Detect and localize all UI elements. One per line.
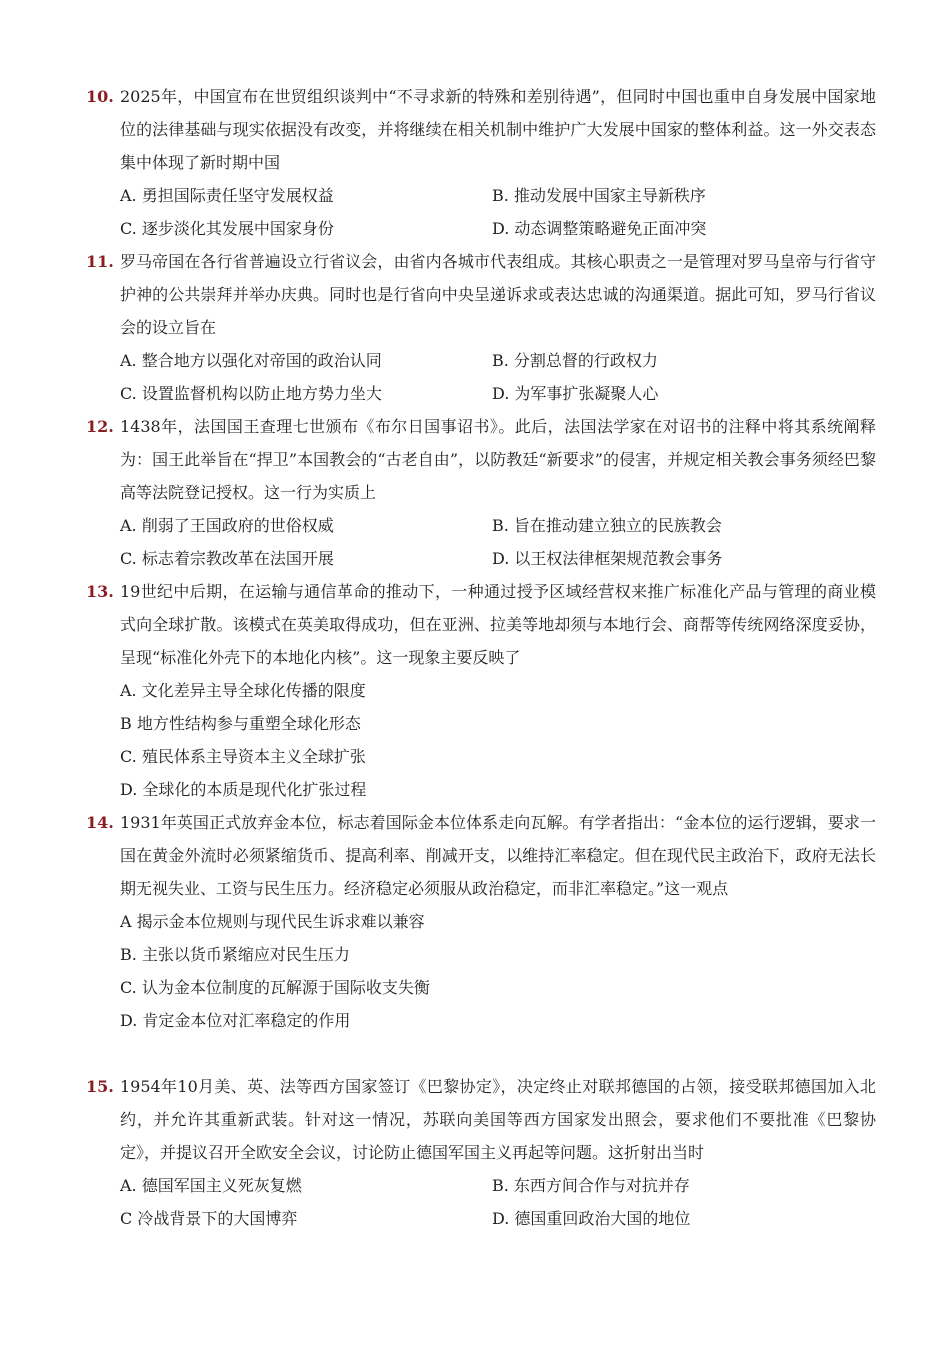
question-11 <box>86 245 876 410</box>
option-b: B 地方性结构参与重塑全球化形态 <box>120 714 361 733</box>
option-a: A. 文化差异主导全球化传播的限度 <box>120 681 366 700</box>
question-10 <box>86 80 876 245</box>
question-number: 13. <box>86 582 114 601</box>
option-b: B. 主张以货币紧缩应对民生压力 <box>120 945 350 964</box>
option-c: C. 殖民体系主导资本主义全球扩张 <box>120 747 366 766</box>
question-stem: 1954年10月美、英、法等西方国家签订《巴黎协定》，决定终止对联邦德国的占领，接受联邦德国加入北约，并允许其重新武装。针对这一情况，苏联向美国等西方国家发出照会，要求他们不要批准《巴黎协定》，并提议召开全欧安全会议，讨论防止德国军国主义再起等问题。这折射出当时 <box>120 1077 876 1162</box>
option-b: B. 推动发展中国家主导新秩序 <box>492 186 706 205</box>
option-d: D. 动态调整策略避免正面冲突 <box>492 219 707 238</box>
options <box>120 674 876 806</box>
option-d: D. 全球化的本质是现代化扩张过程 <box>120 780 367 799</box>
option-d: D. 为军事扩张凝聚人心 <box>492 384 659 403</box>
option-a: A. 整合地方以强化对帝国的政治认同 <box>120 351 382 370</box>
option-d: D. 德国重回政治大国的地位 <box>492 1209 691 1228</box>
options <box>120 905 876 1037</box>
option-b: B. 东西方间合作与对抗并存 <box>492 1176 690 1195</box>
option-d: D. 肯定金本位对汇率稳定的作用 <box>120 1011 351 1030</box>
option-a: A. 勇担国际责任坚守发展权益 <box>120 186 334 205</box>
option-b: B. 旨在推动建立独立的民族教会 <box>492 516 722 535</box>
question-14 <box>86 806 876 1037</box>
question-number: 11. <box>86 252 114 271</box>
option-a: A. 德国军国主义死灰复燃 <box>120 1176 302 1195</box>
question-stem: 罗马帝国在各行省普遍设立行省议会，由省内各城市代表组成。其核心职责之一是管理对罗马皇帝与行省守护神的公共崇拜并举办庆典。同时也是行省向中央呈递诉求或表达忠诚的沟通渠道。据此可知，罗马行省议会的设立旨在 <box>120 252 876 337</box>
options <box>120 509 876 575</box>
options <box>120 179 876 245</box>
option-c: C. 认为金本位制度的瓦解源于国际收支失衡 <box>120 978 430 997</box>
question-stem: 2025年，中国宣布在世贸组织谈判中“不寻求新的特殊和差别待遇”，但同时中国也重申自身发展中国家地位的法律基础与现实依据没有改变，并将继续在相关机制中维护广大发展中国家的整体利益。这一外交表态集中体现了新时期中国 <box>120 87 876 172</box>
question-number: 10. <box>86 87 114 106</box>
option-c: C 冷战背景下的大国博弈 <box>120 1209 298 1228</box>
question-stem: 1931年英国正式放弃金本位，标志着国际金本位体系走向瓦解。有学者指出：“金本位的运行逻辑，要求一国在黄金外流时必须紧缩货币、提高利率、削减开支，以维持汇率稳定。但在现代民主政治下，政府无法长期无视失业、工资与民生压力。经济稳定必须服从政治稳定，而非汇率稳定。”这一观点 <box>120 813 876 898</box>
option-c: C. 设置监督机构以防止地方势力坐大 <box>120 384 382 403</box>
options <box>120 344 876 410</box>
question-stem: 19世纪中后期，在运输与通信革命的推动下，一种通过授予区域经营权来推广标准化产品与管理的商业模式向全球扩散。该模式在英美取得成功，但在亚洲、拉美等地却须与本地行会、商帮等传统网络深度妥协，呈现“标准化外壳下的本地化内核”。这一现象主要反映了 <box>120 582 876 667</box>
option-a: A 揭示金本位规则与现代民生诉求难以兼容 <box>120 912 425 931</box>
option-b: B. 分割总督的行政权力 <box>492 351 658 370</box>
question-number: 14. <box>86 813 114 832</box>
question-15 <box>86 1070 876 1235</box>
option-c: C. 标志着宗教改革在法国开展 <box>120 549 334 568</box>
question-13 <box>86 575 876 806</box>
option-c: C. 逐步淡化其发展中国家身份 <box>120 219 334 238</box>
option-d: D. 以王权法律框架规范教会事务 <box>492 549 723 568</box>
option-a: A. 削弱了王国政府的世俗权威 <box>120 516 334 535</box>
options <box>120 1169 876 1235</box>
question-stem: 1438年，法国国王查理七世颁布《布尔日国事诏书》。此后，法国法学家在对诏书的注释中将其系统阐释为：国王此举旨在“捍卫”本国教会的“古老自由”，以防教廷“新要求”的侵害，并规定相关教会事务须经巴黎高等法院登记授权。这一行为实质上 <box>120 417 876 502</box>
question-number: 12. <box>86 417 114 436</box>
question-number: 15. <box>86 1077 114 1096</box>
question-12 <box>86 410 876 575</box>
